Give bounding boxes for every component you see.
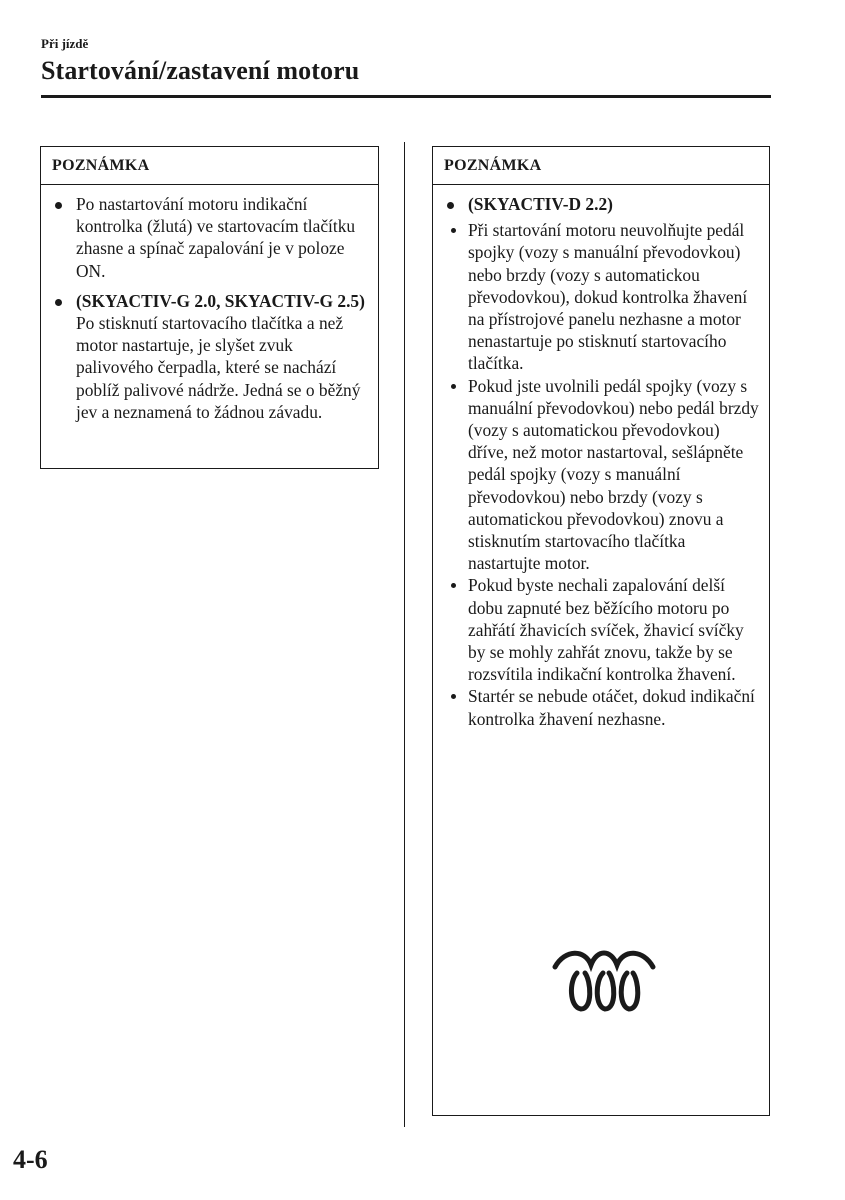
note-item — [53, 193, 368, 282]
bullet-icon — [55, 299, 62, 306]
sub-list-item-text: Pokud byste nechali zapalování delší dobu zapnuté bez běžícího motoru po zahřátí žhavicích svíček, žhavicí svíčky by se mohly zahřát znovu, takže by se rozsvítila indikační kontrolka žhavení. — [468, 575, 744, 685]
note-item-text: Po stisknutí startovacího tlačítka a než motor nastartuje, je slyšet zvuk palivového čerpadla, které se nachází poblíž palivové nádrže. Jedná se o běžný jev a neznamená to žádnou závadu. — [76, 313, 361, 422]
sub-list-item-text: Při startování motoru neuvolňujte pedál spojky (vozy s manuální převodovkou) nebo brzdy (vozy s automatickou převodovkou), dokud kontrolka žhavení na přístrojové panelu nezhasne a motor nenastartuje po stisknutí startovacího tlačítka. — [468, 220, 748, 374]
sub-list — [446, 219, 759, 730]
sub-bullet-icon — [451, 228, 456, 233]
note-item-text: Po nastartování motoru indikační kontrolka (žlutá) ve startovacím tlačítku zhasne a spínač zapalování je v poloze ON. — [76, 194, 356, 281]
sub-list-item — [446, 685, 759, 729]
title-rule — [41, 95, 771, 98]
note-body — [433, 185, 769, 730]
page-title: Startování/zastavení motoru — [41, 56, 360, 85]
column-divider — [404, 142, 405, 1127]
glow-plug-indicator-icon — [551, 947, 657, 1013]
sub-list-item — [446, 375, 759, 575]
note-heading: POZNÁMKA — [433, 147, 769, 185]
sub-list-item-text: Pokud jste uvolnili pedál spojky (vozy s manuální převodovkou) nebo pedál brzdy (vozy s automatickou převodovkou) dříve, než motor nastartoval, sešlápněte pedál spojky (vozy s manuální převodovkou) nebo brzdy (vozy s automatickou převodovkou) znovu a stisknutím startovacího tlačítka nastartujte motor. — [468, 375, 759, 574]
note-box-left — [40, 146, 379, 469]
note-box-right — [432, 146, 770, 1116]
page-number: 4-6 — [13, 1145, 48, 1174]
note-body — [41, 185, 378, 423]
note-item — [53, 290, 368, 423]
sub-bullet-icon — [451, 583, 456, 588]
note-item-heading: (SKYACTIV-D 2.2) — [468, 194, 613, 214]
sub-list-item — [446, 574, 759, 685]
sub-list-item — [446, 219, 759, 374]
section-label: Při jízdě — [41, 36, 89, 51]
note-item-heading: (SKYACTIV-G 2.0, SKYACTIV-G 2.5) — [76, 290, 365, 311]
bullet-icon — [55, 202, 62, 209]
note-heading: POZNÁMKA — [41, 147, 378, 185]
sub-bullet-icon — [451, 384, 456, 389]
sub-bullet-icon — [451, 694, 456, 699]
note-item — [445, 193, 759, 730]
sub-list-item-text: Startér se nebude otáčet, dokud indikační kontrolka žhavení nezhasne. — [468, 686, 755, 729]
bullet-icon — [447, 202, 454, 209]
